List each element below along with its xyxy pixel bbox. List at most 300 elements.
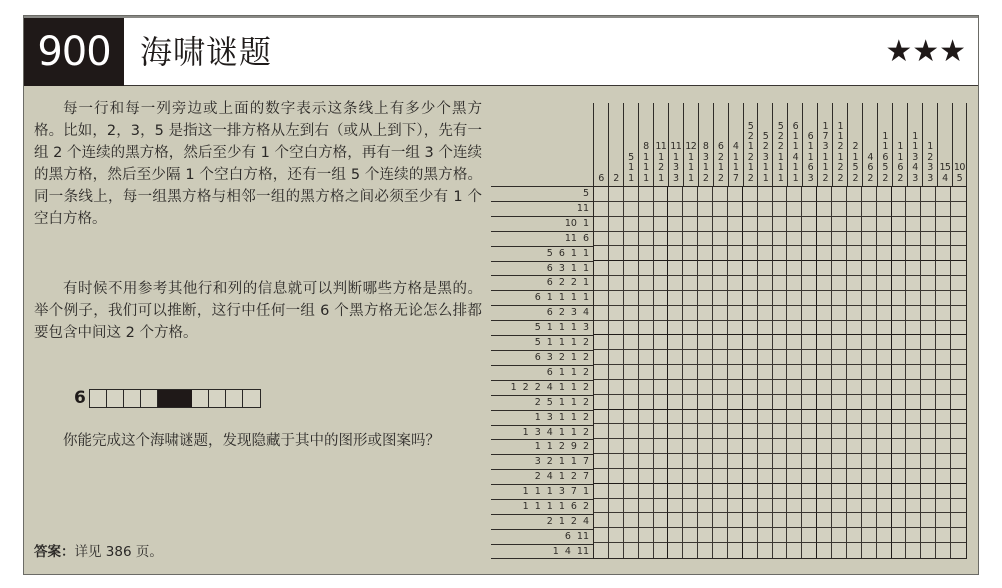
grid-cell[interactable] bbox=[594, 439, 609, 454]
grid-cell[interactable] bbox=[609, 246, 624, 261]
grid-cell[interactable] bbox=[787, 187, 802, 202]
grid-cell[interactable] bbox=[698, 276, 713, 291]
grid-cell[interactable] bbox=[862, 513, 877, 528]
grid-cell[interactable] bbox=[847, 424, 862, 439]
grid-cell[interactable] bbox=[743, 528, 758, 543]
grid-cell[interactable] bbox=[698, 439, 713, 454]
grid-cell[interactable] bbox=[698, 454, 713, 469]
grid-cell[interactable] bbox=[862, 291, 877, 306]
grid-cell[interactable] bbox=[594, 261, 609, 276]
grid-cell[interactable] bbox=[773, 276, 788, 291]
grid-cell[interactable] bbox=[802, 335, 817, 350]
grid-cell[interactable] bbox=[906, 380, 921, 395]
grid-cell[interactable] bbox=[698, 424, 713, 439]
grid-cell[interactable] bbox=[594, 232, 609, 247]
grid-cell[interactable] bbox=[624, 395, 639, 410]
grid-cell[interactable] bbox=[892, 202, 907, 217]
grid-cell[interactable] bbox=[758, 232, 773, 247]
grid-cell[interactable] bbox=[817, 528, 832, 543]
grid-cell[interactable] bbox=[921, 350, 936, 365]
grid-cell[interactable] bbox=[892, 395, 907, 410]
grid-cell[interactable] bbox=[802, 469, 817, 484]
grid-cell[interactable] bbox=[668, 424, 683, 439]
grid-cell[interactable] bbox=[951, 543, 966, 558]
grid-cell[interactable] bbox=[847, 261, 862, 276]
grid-cell[interactable] bbox=[654, 217, 669, 232]
grid-cell[interactable] bbox=[787, 395, 802, 410]
grid-cell[interactable] bbox=[624, 246, 639, 261]
grid-cell[interactable] bbox=[639, 276, 654, 291]
grid-cell[interactable] bbox=[683, 217, 698, 232]
grid-cell[interactable] bbox=[743, 395, 758, 410]
grid-cell[interactable] bbox=[743, 350, 758, 365]
grid-cell[interactable] bbox=[832, 350, 847, 365]
grid-cell[interactable] bbox=[639, 484, 654, 499]
grid-cell[interactable] bbox=[817, 202, 832, 217]
grid-cell[interactable] bbox=[951, 246, 966, 261]
grid-cell[interactable] bbox=[906, 350, 921, 365]
grid-cell[interactable] bbox=[639, 410, 654, 425]
grid-cell[interactable] bbox=[906, 291, 921, 306]
grid-cell[interactable] bbox=[743, 543, 758, 558]
grid-cell[interactable] bbox=[728, 543, 743, 558]
grid-cell[interactable] bbox=[683, 454, 698, 469]
grid-cell[interactable] bbox=[832, 528, 847, 543]
grid-cell[interactable] bbox=[817, 513, 832, 528]
grid-cell[interactable] bbox=[609, 261, 624, 276]
grid-cell[interactable] bbox=[862, 380, 877, 395]
grid-cell[interactable] bbox=[743, 454, 758, 469]
grid-cell[interactable] bbox=[936, 513, 951, 528]
grid-cell[interactable] bbox=[951, 321, 966, 336]
grid-cell[interactable] bbox=[892, 380, 907, 395]
grid-cell[interactable] bbox=[936, 261, 951, 276]
grid-cell[interactable] bbox=[668, 335, 683, 350]
grid-cell[interactable] bbox=[639, 424, 654, 439]
grid-cell[interactable] bbox=[713, 543, 728, 558]
grid-cell[interactable] bbox=[758, 513, 773, 528]
grid-cell[interactable] bbox=[654, 202, 669, 217]
grid-cell[interactable] bbox=[683, 513, 698, 528]
grid-cell[interactable] bbox=[654, 380, 669, 395]
grid-cell[interactable] bbox=[921, 291, 936, 306]
grid-cell[interactable] bbox=[892, 350, 907, 365]
grid-cell[interactable] bbox=[624, 513, 639, 528]
grid-cell[interactable] bbox=[594, 335, 609, 350]
grid-cell[interactable] bbox=[832, 395, 847, 410]
grid-cell[interactable] bbox=[594, 276, 609, 291]
grid-cell[interactable] bbox=[951, 395, 966, 410]
grid-cell[interactable] bbox=[773, 335, 788, 350]
grid-cell[interactable] bbox=[624, 439, 639, 454]
grid-cell[interactable] bbox=[787, 469, 802, 484]
grid-cell[interactable] bbox=[594, 454, 609, 469]
grid-cell[interactable] bbox=[787, 321, 802, 336]
grid-cell[interactable] bbox=[951, 454, 966, 469]
grid-cell[interactable] bbox=[743, 499, 758, 514]
grid-cell[interactable] bbox=[683, 410, 698, 425]
grid-cell[interactable] bbox=[847, 217, 862, 232]
grid-cell[interactable] bbox=[713, 499, 728, 514]
grid-cell[interactable] bbox=[906, 469, 921, 484]
grid-cell[interactable] bbox=[624, 365, 639, 380]
grid-cell[interactable] bbox=[817, 424, 832, 439]
grid-cell[interactable] bbox=[713, 380, 728, 395]
grid-cell[interactable] bbox=[847, 410, 862, 425]
grid-cell[interactable] bbox=[743, 217, 758, 232]
grid-cell[interactable] bbox=[832, 217, 847, 232]
grid-cell[interactable] bbox=[877, 454, 892, 469]
grid-cell[interactable] bbox=[594, 187, 609, 202]
grid-cell[interactable] bbox=[654, 410, 669, 425]
grid-cell[interactable] bbox=[936, 217, 951, 232]
grid-cell[interactable] bbox=[877, 217, 892, 232]
grid-cell[interactable] bbox=[892, 276, 907, 291]
grid-cell[interactable] bbox=[921, 306, 936, 321]
grid-cell[interactable] bbox=[683, 528, 698, 543]
grid-cell[interactable] bbox=[951, 232, 966, 247]
grid-cell[interactable] bbox=[713, 484, 728, 499]
grid-cell[interactable] bbox=[936, 335, 951, 350]
grid-cell[interactable] bbox=[847, 321, 862, 336]
grid-cell[interactable] bbox=[921, 499, 936, 514]
grid-cell[interactable] bbox=[594, 528, 609, 543]
grid-cell[interactable] bbox=[906, 202, 921, 217]
grid-cell[interactable] bbox=[847, 543, 862, 558]
grid-cell[interactable] bbox=[787, 291, 802, 306]
grid-cell[interactable] bbox=[728, 469, 743, 484]
grid-cell[interactable] bbox=[609, 513, 624, 528]
grid-cell[interactable] bbox=[892, 439, 907, 454]
grid-cell[interactable] bbox=[639, 469, 654, 484]
grid-cell[interactable] bbox=[698, 543, 713, 558]
grid-cell[interactable] bbox=[668, 246, 683, 261]
grid-cell[interactable] bbox=[921, 439, 936, 454]
grid-cell[interactable] bbox=[639, 291, 654, 306]
grid-cell[interactable] bbox=[728, 232, 743, 247]
grid-cell[interactable] bbox=[921, 410, 936, 425]
grid-cell[interactable] bbox=[668, 469, 683, 484]
grid-cell[interactable] bbox=[668, 395, 683, 410]
grid-cell[interactable] bbox=[594, 499, 609, 514]
grid-cell[interactable] bbox=[906, 232, 921, 247]
grid-cell[interactable] bbox=[817, 469, 832, 484]
grid-cell[interactable] bbox=[802, 321, 817, 336]
grid-cell[interactable] bbox=[728, 306, 743, 321]
grid-cell[interactable] bbox=[862, 424, 877, 439]
grid-cell[interactable] bbox=[728, 528, 743, 543]
grid-cell[interactable] bbox=[594, 217, 609, 232]
grid-cell[interactable] bbox=[624, 528, 639, 543]
grid-cell[interactable] bbox=[936, 276, 951, 291]
grid-cell[interactable] bbox=[668, 484, 683, 499]
grid-cell[interactable] bbox=[639, 321, 654, 336]
grid-cell[interactable] bbox=[728, 187, 743, 202]
grid-cell[interactable] bbox=[728, 246, 743, 261]
grid-cell[interactable] bbox=[862, 321, 877, 336]
grid-cell[interactable] bbox=[877, 291, 892, 306]
grid-cell[interactable] bbox=[639, 499, 654, 514]
grid-cell[interactable] bbox=[624, 306, 639, 321]
grid-cell[interactable] bbox=[802, 306, 817, 321]
grid-cell[interactable] bbox=[847, 291, 862, 306]
grid-cell[interactable] bbox=[683, 291, 698, 306]
grid-cell[interactable] bbox=[773, 454, 788, 469]
grid-cell[interactable] bbox=[743, 202, 758, 217]
grid-cell[interactable] bbox=[847, 439, 862, 454]
grid-cell[interactable] bbox=[609, 528, 624, 543]
grid-cell[interactable] bbox=[877, 246, 892, 261]
grid-cell[interactable] bbox=[639, 543, 654, 558]
grid-cell[interactable] bbox=[862, 232, 877, 247]
grid-cell[interactable] bbox=[951, 365, 966, 380]
grid-cell[interactable] bbox=[847, 454, 862, 469]
grid-cell[interactable] bbox=[609, 232, 624, 247]
grid-cell[interactable] bbox=[668, 276, 683, 291]
grid-cell[interactable] bbox=[787, 454, 802, 469]
grid-cell[interactable] bbox=[698, 217, 713, 232]
grid-cell[interactable] bbox=[892, 217, 907, 232]
grid-cell[interactable] bbox=[802, 528, 817, 543]
grid-cell[interactable] bbox=[654, 528, 669, 543]
grid-cell[interactable] bbox=[936, 350, 951, 365]
grid-cell[interactable] bbox=[713, 395, 728, 410]
grid-cell[interactable] bbox=[802, 439, 817, 454]
grid-cell[interactable] bbox=[743, 187, 758, 202]
grid-cell[interactable] bbox=[832, 261, 847, 276]
grid-cell[interactable] bbox=[713, 365, 728, 380]
grid-cell[interactable] bbox=[668, 543, 683, 558]
grid-cell[interactable] bbox=[817, 454, 832, 469]
grid-cell[interactable] bbox=[698, 202, 713, 217]
grid-cell[interactable] bbox=[951, 469, 966, 484]
grid-cell[interactable] bbox=[787, 350, 802, 365]
grid-cell[interactable] bbox=[743, 276, 758, 291]
grid-cell[interactable] bbox=[832, 499, 847, 514]
grid-cell[interactable] bbox=[668, 513, 683, 528]
grid-cell[interactable] bbox=[906, 335, 921, 350]
grid-cell[interactable] bbox=[892, 424, 907, 439]
grid-cell[interactable] bbox=[713, 335, 728, 350]
grid-cell[interactable] bbox=[743, 261, 758, 276]
grid-cell[interactable] bbox=[698, 321, 713, 336]
grid-cell[interactable] bbox=[758, 499, 773, 514]
grid-cell[interactable] bbox=[683, 499, 698, 514]
grid-cell[interactable] bbox=[594, 321, 609, 336]
grid-cell[interactable] bbox=[951, 410, 966, 425]
grid-cell[interactable] bbox=[802, 380, 817, 395]
grid-cell[interactable] bbox=[951, 439, 966, 454]
grid-cell[interactable] bbox=[624, 232, 639, 247]
grid-cell[interactable] bbox=[802, 187, 817, 202]
grid-cell[interactable] bbox=[802, 217, 817, 232]
grid-cell[interactable] bbox=[936, 528, 951, 543]
grid-cell[interactable] bbox=[758, 187, 773, 202]
grid-cell[interactable] bbox=[847, 469, 862, 484]
grid-cell[interactable] bbox=[698, 350, 713, 365]
grid-cell[interactable] bbox=[773, 424, 788, 439]
grid-cell[interactable] bbox=[847, 232, 862, 247]
grid-cell[interactable] bbox=[802, 350, 817, 365]
grid-cell[interactable] bbox=[624, 276, 639, 291]
grid-cell[interactable] bbox=[906, 424, 921, 439]
grid-cell[interactable] bbox=[892, 454, 907, 469]
grid-cell[interactable] bbox=[683, 232, 698, 247]
grid-cell[interactable] bbox=[936, 395, 951, 410]
grid-cell[interactable] bbox=[802, 484, 817, 499]
grid-cell[interactable] bbox=[713, 424, 728, 439]
grid-cell[interactable] bbox=[921, 321, 936, 336]
grid-cell[interactable] bbox=[698, 395, 713, 410]
grid-cell[interactable] bbox=[639, 202, 654, 217]
grid-cell[interactable] bbox=[624, 543, 639, 558]
grid-cell[interactable] bbox=[773, 513, 788, 528]
grid-cell[interactable] bbox=[832, 232, 847, 247]
grid-cell[interactable] bbox=[758, 350, 773, 365]
grid-cell[interactable] bbox=[713, 321, 728, 336]
grid-cell[interactable] bbox=[817, 499, 832, 514]
grid-cell[interactable] bbox=[639, 217, 654, 232]
grid-cell[interactable] bbox=[758, 365, 773, 380]
grid-cell[interactable] bbox=[787, 365, 802, 380]
grid-cell[interactable] bbox=[802, 513, 817, 528]
grid-cell[interactable] bbox=[698, 232, 713, 247]
grid-cell[interactable] bbox=[758, 528, 773, 543]
grid-cell[interactable] bbox=[609, 543, 624, 558]
grid-cell[interactable] bbox=[877, 513, 892, 528]
grid-cell[interactable] bbox=[817, 276, 832, 291]
grid-cell[interactable] bbox=[758, 291, 773, 306]
grid-cell[interactable] bbox=[832, 424, 847, 439]
grid-cell[interactable] bbox=[773, 543, 788, 558]
grid-cell[interactable] bbox=[906, 484, 921, 499]
grid-cell[interactable] bbox=[921, 202, 936, 217]
grid-cell[interactable] bbox=[817, 395, 832, 410]
grid-cell[interactable] bbox=[594, 365, 609, 380]
grid-cell[interactable] bbox=[877, 321, 892, 336]
grid-cell[interactable] bbox=[609, 350, 624, 365]
grid-cell[interactable] bbox=[802, 291, 817, 306]
grid-cell[interactable] bbox=[609, 439, 624, 454]
grid-cell[interactable] bbox=[832, 380, 847, 395]
grid-cell[interactable] bbox=[951, 202, 966, 217]
grid-cell[interactable] bbox=[758, 217, 773, 232]
grid-cell[interactable] bbox=[698, 484, 713, 499]
grid-cell[interactable] bbox=[758, 380, 773, 395]
grid-cell[interactable] bbox=[758, 202, 773, 217]
grid-cell[interactable] bbox=[921, 365, 936, 380]
grid-cell[interactable] bbox=[936, 484, 951, 499]
grid-cell[interactable] bbox=[787, 410, 802, 425]
grid-cell[interactable] bbox=[639, 454, 654, 469]
grid-cell[interactable] bbox=[609, 306, 624, 321]
grid-cell[interactable] bbox=[654, 499, 669, 514]
grid-cell[interactable] bbox=[892, 291, 907, 306]
grid-cell[interactable] bbox=[624, 424, 639, 439]
grid-cell[interactable] bbox=[847, 276, 862, 291]
grid-cell[interactable] bbox=[773, 499, 788, 514]
grid-cell[interactable] bbox=[713, 513, 728, 528]
grid-cell[interactable] bbox=[921, 513, 936, 528]
grid-cell[interactable] bbox=[921, 187, 936, 202]
grid-cell[interactable] bbox=[728, 454, 743, 469]
grid-cell[interactable] bbox=[639, 513, 654, 528]
grid-cell[interactable] bbox=[743, 365, 758, 380]
grid-cell[interactable] bbox=[594, 543, 609, 558]
grid-cell[interactable] bbox=[594, 395, 609, 410]
grid-cell[interactable] bbox=[698, 528, 713, 543]
grid-cell[interactable] bbox=[877, 484, 892, 499]
grid-cell[interactable] bbox=[921, 469, 936, 484]
grid-cell[interactable] bbox=[713, 276, 728, 291]
grid-cell[interactable] bbox=[743, 469, 758, 484]
grid-cell[interactable] bbox=[832, 454, 847, 469]
grid-cell[interactable] bbox=[817, 187, 832, 202]
grid-cell[interactable] bbox=[802, 276, 817, 291]
grid-cell[interactable] bbox=[743, 306, 758, 321]
grid-cell[interactable] bbox=[683, 321, 698, 336]
grid-cell[interactable] bbox=[698, 187, 713, 202]
grid-cell[interactable] bbox=[847, 499, 862, 514]
grid-cell[interactable] bbox=[624, 202, 639, 217]
grid-cell[interactable] bbox=[728, 321, 743, 336]
grid-cell[interactable] bbox=[594, 350, 609, 365]
grid-cell[interactable] bbox=[787, 261, 802, 276]
grid-cell[interactable] bbox=[743, 335, 758, 350]
grid-cell[interactable] bbox=[906, 439, 921, 454]
grid-cell[interactable] bbox=[758, 335, 773, 350]
grid-cell[interactable] bbox=[773, 528, 788, 543]
grid-cell[interactable] bbox=[683, 380, 698, 395]
grid-cell[interactable] bbox=[668, 217, 683, 232]
grid-cell[interactable] bbox=[758, 261, 773, 276]
grid-cell[interactable] bbox=[847, 528, 862, 543]
grid-cell[interactable] bbox=[624, 380, 639, 395]
grid-cell[interactable] bbox=[654, 261, 669, 276]
grid-cell[interactable] bbox=[892, 513, 907, 528]
grid-cell[interactable] bbox=[654, 513, 669, 528]
grid-cell[interactable] bbox=[728, 484, 743, 499]
grid-cell[interactable] bbox=[892, 232, 907, 247]
grid-cell[interactable] bbox=[862, 187, 877, 202]
grid-cell[interactable] bbox=[713, 528, 728, 543]
grid-cell[interactable] bbox=[906, 513, 921, 528]
grid-cell[interactable] bbox=[787, 276, 802, 291]
grid-cell[interactable] bbox=[892, 469, 907, 484]
grid-cell[interactable] bbox=[639, 246, 654, 261]
grid-cell[interactable] bbox=[683, 187, 698, 202]
grid-cell[interactable] bbox=[668, 291, 683, 306]
grid-cell[interactable] bbox=[847, 513, 862, 528]
grid-cell[interactable] bbox=[921, 454, 936, 469]
grid-cell[interactable] bbox=[773, 410, 788, 425]
grid-cell[interactable] bbox=[773, 187, 788, 202]
grid-cell[interactable] bbox=[743, 246, 758, 261]
grid-cell[interactable] bbox=[609, 424, 624, 439]
grid-cell[interactable] bbox=[906, 246, 921, 261]
grid-cell[interactable] bbox=[698, 410, 713, 425]
grid-cell[interactable] bbox=[921, 217, 936, 232]
grid-cell[interactable] bbox=[728, 424, 743, 439]
grid-cell[interactable] bbox=[892, 187, 907, 202]
grid-cell[interactable] bbox=[787, 499, 802, 514]
grid-cell[interactable] bbox=[639, 261, 654, 276]
grid-cell[interactable] bbox=[892, 410, 907, 425]
grid-cell[interactable] bbox=[787, 439, 802, 454]
grid-cell[interactable] bbox=[609, 335, 624, 350]
grid-cell[interactable] bbox=[743, 513, 758, 528]
grid-cell[interactable] bbox=[609, 291, 624, 306]
